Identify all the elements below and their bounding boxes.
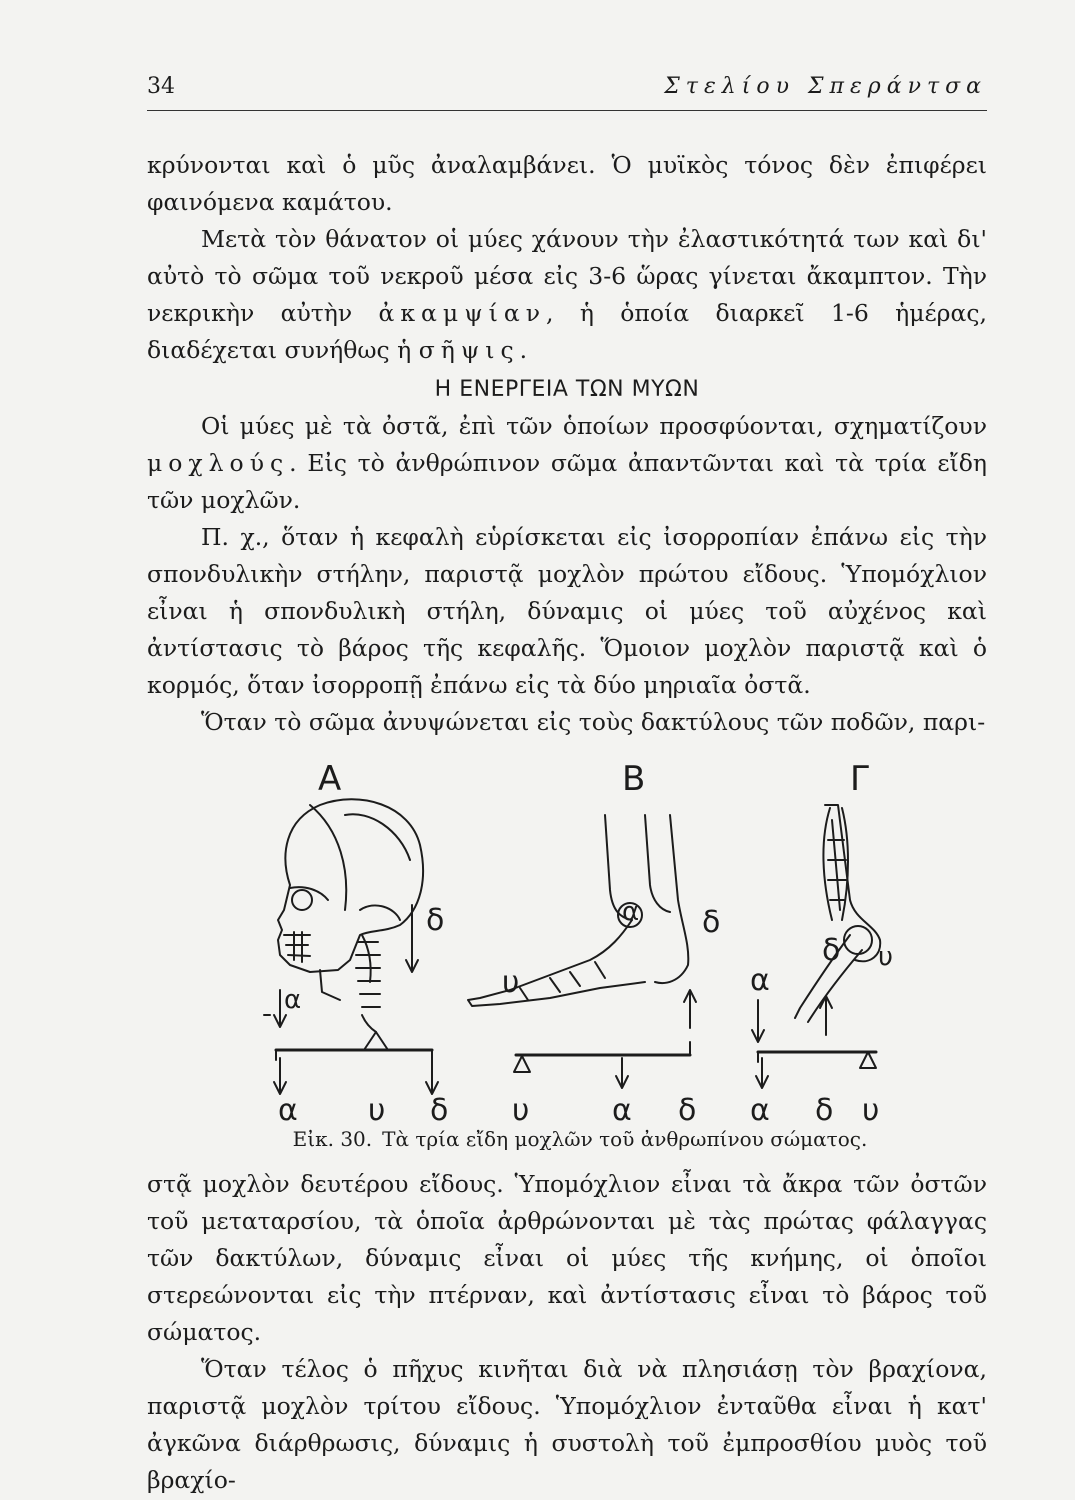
spaced-term-akampsia: ἀκαμψίαν <box>378 299 546 327</box>
paragraph-2-part-a: Μετὰ τὸν θάνατον οἱ μύες χάνουν τὴν ἐλαστικότητά των καὶ δι' αὐτὸ τὸ σῶμα τοῦ νεκροῦ μέσα εἰς 3-6 ὥρας γίνεται ἄκαμπτον. Τὴν νεκρικὴν αὐτὴν <box>147 225 987 327</box>
paragraph-3-part-a: Οἱ μύες μὲ τὰ ὀστᾶ, ἐπὶ τῶν ὁποίων προσφύονται, σχηματίζουν <box>201 412 987 440</box>
spaced-term-sepsis: σῆψις <box>418 336 520 364</box>
panel-b-joint-label: α <box>622 897 640 927</box>
panel-g-load-label: α <box>750 963 770 998</box>
spine-drawing <box>356 935 380 1032</box>
paragraph-3-part-b: . Εἰς τὸ ἀνθρώπινον σῶμα ἀπαντῶνται καὶ τὰ τρία εἴδη τῶν μοχλῶν. <box>147 449 987 514</box>
panel-b-title: Β <box>622 760 646 799</box>
panel-b-bottom-label-3: δ <box>678 1093 697 1128</box>
paragraph-1: κρύνονται καὶ ὁ μῦς ἀναλαμβάνει. Ὁ μυϊκὸς τόνος δὲν ἐπιφέρει φαινόμενα καμάτου. <box>147 151 987 216</box>
paragraph-5: Ὅταν τὸ σῶμα ἀνυψώνεται εἰς τοὺς δακτύλους τῶν ποδῶν, παρι- <box>201 708 986 736</box>
panel-a <box>264 760 448 1128</box>
panel-g-bottom-label-1: α <box>750 1093 770 1128</box>
panel-g-bottom-label-2: δ <box>815 1093 834 1128</box>
paragraph-7: Ὅταν τέλος ὁ πῆχυς κινῆται διὰ νὰ πλησιάσῃ τὸν βραχίονα, παριστᾷ μοχλὸν τρίτου εἴδους. Ὑπομόχλιον ἐνταῦθα εἶναι ἡ κατ' ἀγκῶνα διάρθρωσις, δύναμις ἡ συστολὴ τοῦ ἐμπροσθίου μυὸς τοῦ βραχίο- <box>147 1355 987 1494</box>
spaced-term-mochlous: μοχλούς <box>147 449 290 477</box>
paragraph-2-part-c: . <box>519 336 528 364</box>
skull-drawing <box>278 799 423 1000</box>
panel-g <box>750 760 893 1128</box>
figure-caption <box>250 1127 910 1151</box>
levers-figure <box>250 760 910 1150</box>
text-block-bottom <box>147 1166 987 1499</box>
panel-b-fulcrum <box>514 1056 530 1072</box>
page-number: 34 <box>147 74 175 99</box>
panel-g-bottom-label-3: υ <box>862 1093 880 1128</box>
panel-g-fulcrum <box>860 1052 876 1068</box>
panel-b-bottom-label-2: α <box>612 1093 632 1128</box>
paragraph-2-part-b: , ἡ ὁποία διαρκεῖ 1-6 ἡμέρας, διαδέχεται συνήθως ἡ <box>147 299 987 364</box>
panel-a-resistance-label: α <box>284 985 302 1015</box>
panel-b <box>468 760 720 1128</box>
page-header <box>147 70 987 111</box>
panel-g-title: Γ <box>850 760 869 799</box>
running-head: Στελίου Σπεράντσα <box>664 74 987 99</box>
panel-a-title: Α <box>318 760 342 799</box>
panel-g-force-label: δ <box>822 933 841 968</box>
figure-caption-text: Τὰ τρία εἴδη μοχλῶν τοῦ ἀνθρωπίνου σώματος. <box>382 1127 868 1151</box>
figure-caption-number: Εἰκ. 30. <box>292 1127 373 1151</box>
paragraph-3 <box>147 408 987 519</box>
panel-b-bottom-label-1: υ <box>512 1093 530 1128</box>
paragraph-6: στᾷ μοχλὸν δευτέρου εἴδους. Ὑπομόχλιον εἶναι τὰ ἄκρα τῶν ὀστῶν τοῦ μεταταρσίου, τὰ ὁποῖα ἀρθρώνονται μὲ τὰς πρώτας φάλαγγας τῶν δακτύλων, δύναμις εἶναι οἱ μύες τῆς κνήμης, οἱ ὁποῖοι στερεώνονται εἰς τὴν πτέρναν, καὶ ἀντίστασις εἶναι τὸ βάρος τοῦ σώματος. <box>147 1170 987 1346</box>
paragraph-4: Π. χ., ὅταν ἡ κεφαλὴ εὑρίσκεται εἰς ἰσορροπίαν ἐπάνω εἰς τὴν σπονδυλικὴν στήλην, παριστᾷ μοχλὸν πρώτου εἴδους. Ὑπομόχλιον εἶναι ἡ σπονδυλικὴ στήλη, δύναμις οἱ μύες τοῦ αὐχένος καὶ ἀντίστασις τὸ βάρος τῆς κεφαλῆς. Ὅμοιον μοχλὸν παριστᾷ καὶ ὁ κορμός, ὅταν ἰσορροπῇ ἐπάνω εἰς τὰ δύο μηριαῖα ὀστᾶ. <box>147 523 987 699</box>
panel-a-bottom-label-1: α <box>278 1093 298 1128</box>
panel-a-fulcrum <box>364 1032 388 1050</box>
arm-drawing <box>795 805 880 1022</box>
panel-a-bottom-label-3: δ <box>430 1093 449 1128</box>
panel-g-fulcrum-label: υ <box>878 942 894 972</box>
panel-a-bottom-label-2: υ <box>368 1093 386 1128</box>
panel-b-force-label: δ <box>702 905 721 940</box>
text-block-top <box>147 147 987 741</box>
panel-a-force-label: δ <box>426 903 445 938</box>
panel-b-fulcrum-label: υ <box>502 965 520 1000</box>
section-heading: Η ΕΝΕΡΓΕΙΑ ΤΩΝ ΜΥΩΝ <box>434 377 700 402</box>
paragraph-2 <box>147 221 987 369</box>
